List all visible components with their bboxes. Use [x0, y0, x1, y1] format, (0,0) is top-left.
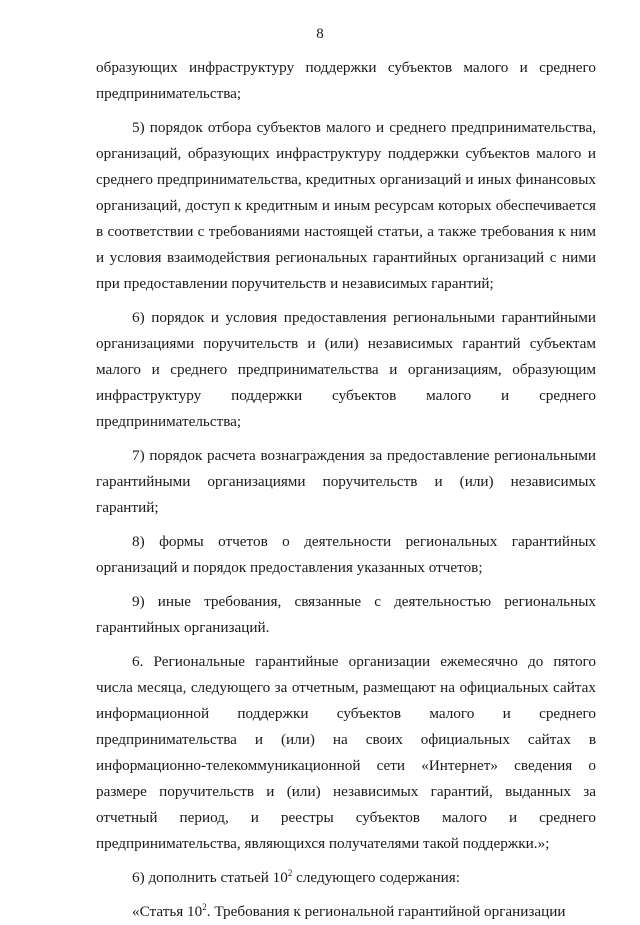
page-number: 8 [316, 26, 324, 42]
amendment-text-end: следующего содержания: [292, 869, 460, 886]
paragraph-continuation: образующих инфраструктуру поддержки субъектов малого и среднего предпринимательства; [96, 59, 596, 102]
paragraph-item-8: 8) формы отчетов о деятельности региональных гарантийных организаций и порядок предоставления указанных отчетов; [96, 533, 596, 576]
article-heading-superscript: 2 [202, 902, 207, 912]
amendment-text-start: 6) дополнить статьей 10 [132, 869, 288, 886]
amendment-superscript: 2 [287, 868, 293, 878]
paragraph-section-6: 6. Региональные гарантийные организации ежемесячно до пятого числа месяца, следующего за отчетным, размещают на официальных сайтах информационной поддержки субъектов малого и среднего предпринимательства и (или) на своих официальных сайтах в информационно-телекоммуникационной сети «Интернет» сведения о размере поручительств и (или) независимых гарантий, выданных за отчетный период, и реестры субъектов малого и среднего предпринимательства, являющихся получателями такой поддержки.»; [96, 653, 596, 852]
article-heading [96, 899, 596, 925]
paragraph-item-7: 7) порядок расчета вознаграждения за предоставление региональными гарантийными организациями поручительств и (или) независимых гарантий; [96, 447, 596, 516]
paragraph-item-5: 5) порядок отбора субъектов малого и среднего предпринимательства, организаций, образующих инфраструктуру поддержки субъектов малого и среднего предпринимательства, кредитных организаций и иных финансовых организаций, доступ к кредитным и иным ресурсам которых обеспечивается в соответствии с требованиями настоящей статьи, а также требования к ним и условия взаимодействия региональных гарантийных организаций с ними при предоставлении поручительств и независимых гарантий; [96, 119, 596, 292]
article-heading-start: «Статья 10 [132, 903, 203, 920]
document-body [96, 55, 596, 925]
paragraph-amendment-6 [96, 865, 596, 891]
paragraph-item-6: 6) порядок и условия предоставления региональными гарантийными организациями поручительств и (или) независимых гарантий субъектам малого и среднего предпринимательства и организациям, образующим инфраструктуру поддержки субъектов малого и среднего предпринимательства; [96, 309, 596, 430]
paragraph-item-9: 9) иные требования, связанные с деятельностью региональных гарантийных организаций. [96, 593, 596, 636]
article-heading-end: . Требования к региональной гарантийной организации [206, 903, 566, 920]
